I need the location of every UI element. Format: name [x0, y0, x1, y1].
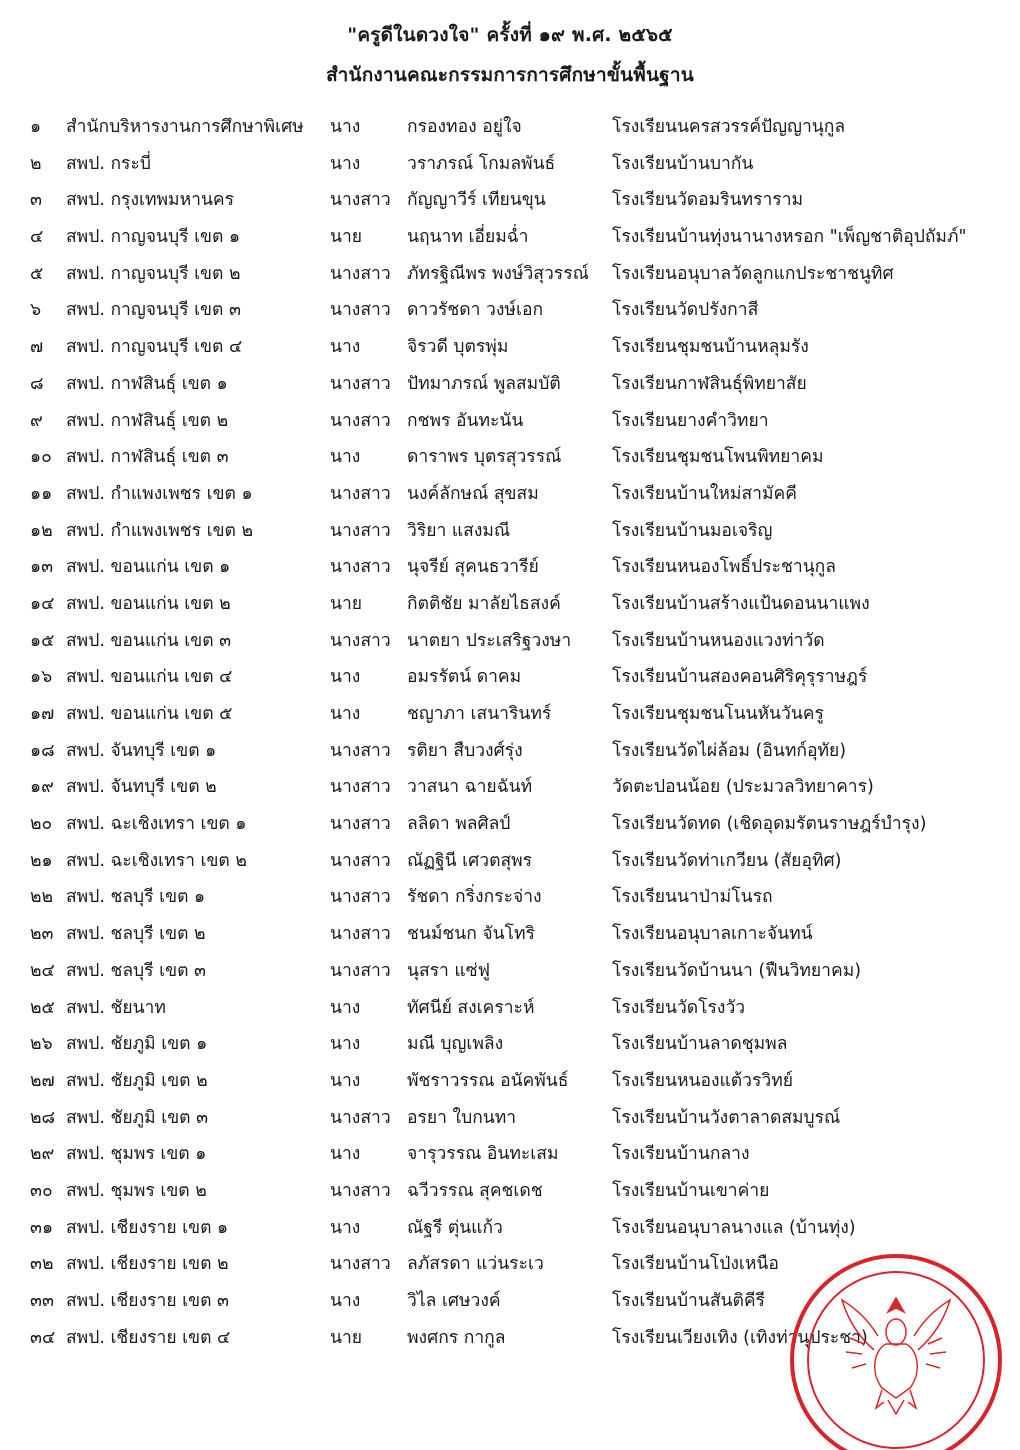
teacher-name: จารุวรรณ อินทะเสม	[407, 1144, 559, 1165]
office-name: สพป. กาฬสินธุ์ เขต ๑	[66, 373, 228, 394]
office-name: สพป. ขอนแก่น เขต ๕	[66, 704, 233, 724]
office-name: สพป. ขอนแก่น เขต ๒	[66, 593, 231, 614]
name-title: นางสาว	[330, 924, 391, 945]
list-item	[0, 585, 1020, 622]
school-name: โรงเรียนหนองแต้วรวิทย์	[612, 1070, 793, 1091]
name-title: นาย	[330, 1327, 363, 1348]
name-title: นางสาว	[330, 373, 391, 394]
teacher-name: ชนม์ชนก จันโทริ	[407, 924, 535, 945]
school-name: โรงเรียนนาป่าม่โนรถ	[612, 887, 773, 908]
office-name: สพป. กาฬสินธุ์ เขต ๒	[66, 410, 229, 431]
list-item	[0, 732, 1020, 769]
school-name: โรงเรียนวัดไผ่ล้อม (อินทก์อุทัย)	[612, 740, 847, 761]
row-number: ๒๗	[30, 1070, 55, 1091]
name-title: นาง	[330, 1291, 361, 1311]
office-name: สพป. เชียงราย เขต ๒	[66, 1254, 229, 1275]
name-title: นางสาว	[330, 410, 391, 431]
teacher-name: ดาราพร บุตรสุวรรณ์	[407, 447, 562, 468]
teacher-name: รัชดา กริ่งกระจ่าง	[407, 887, 542, 908]
name-title: นางสาว	[330, 190, 391, 211]
name-title: นางสาว	[330, 483, 391, 504]
teacher-name: อรยา ใบกนทา	[407, 1107, 517, 1128]
row-number: ๒๐	[30, 814, 53, 835]
row-number: ๑๙	[30, 777, 54, 798]
teacher-name: นฤนาท เอี่ยมฉ่ำ	[407, 227, 529, 248]
row-number: ๒๕	[30, 997, 55, 1018]
name-title: นาง	[330, 997, 361, 1018]
row-number: ๘	[30, 373, 44, 394]
list-item	[0, 952, 1020, 989]
row-number: ๒	[30, 153, 42, 174]
school-name: โรงเรียนวัดปรังกาสี	[612, 300, 759, 321]
teacher-name: อมรรัตน์ ดาคม	[407, 667, 522, 688]
school-name: โรงเรียนวัดท่าเกวียน (สัยอุทิศ)	[612, 850, 842, 871]
school-name: โรงเรียนบ้านใหม่สามัคคี	[612, 483, 797, 504]
school-name: โรงเรียนชุมชนโพนพิทยาคม	[612, 447, 824, 468]
office-name: สพป. จันทบุรี เขต ๑	[66, 740, 217, 761]
teacher-name: กัญญาวีร์ เทียนขุน	[407, 190, 546, 211]
school-name: โรงเรียนกาฬสินธุ์พิทยาสัย	[612, 373, 807, 394]
name-title: นางสาว	[330, 1180, 391, 1201]
office-name: สพป. ชัยภูมิ เขต ๒	[66, 1070, 208, 1091]
list-item	[0, 181, 1020, 218]
row-number: ๓๐	[30, 1180, 53, 1201]
office-name: สพป. เชียงราย เขต ๓	[66, 1291, 229, 1311]
list-item	[0, 915, 1020, 952]
teacher-name: กรองทอง อยู่ใจ	[407, 117, 522, 137]
name-title: นางสาว	[330, 630, 391, 651]
school-name: โรงเรียนบ้านวังตาลาดสมบูรณ์	[612, 1107, 841, 1128]
school-name: โรงเรียนบ้านโป่งเหนือ	[612, 1254, 779, 1275]
row-number: ๑๖	[30, 667, 53, 688]
name-title: นาง	[330, 447, 361, 468]
teacher-name: วาสนา ฉายฉันท์	[407, 777, 533, 798]
list-item	[0, 145, 1020, 182]
school-name: วัดตะปอนน้อย (ประมวลวิทยาคาร)	[612, 777, 874, 798]
list-item	[0, 402, 1020, 439]
office-name: สพป. กำแพงเพชร เขต ๒	[66, 520, 253, 541]
row-number: ๓๑	[30, 1217, 54, 1238]
row-number: ๒๔	[30, 960, 55, 981]
row-number: ๑๔	[30, 593, 55, 614]
awardee-list	[0, 108, 1020, 1355]
office-name: สพป. ชัยภูมิ เขต ๑	[66, 1034, 208, 1055]
name-title: นางสาว	[330, 520, 391, 541]
name-title: นางสาว	[330, 960, 391, 981]
name-title: นาง	[330, 1217, 361, 1238]
office-name: สพป. กำแพงเพชร เขต ๑	[66, 483, 253, 504]
name-title: นางสาว	[330, 814, 391, 835]
office-name: สพป. กาญจนบุรี เขต ๔	[66, 337, 243, 358]
name-title: นาง	[330, 1034, 361, 1055]
list-item	[0, 1062, 1020, 1099]
name-title: นางสาว	[330, 557, 391, 578]
list-item	[0, 768, 1020, 805]
name-title: นางสาว	[330, 777, 391, 798]
row-number: ๒๙	[30, 1144, 55, 1165]
row-number: ๖	[30, 300, 42, 321]
name-title: นาง	[330, 667, 361, 688]
list-item	[0, 512, 1020, 549]
row-number: ๑๗	[30, 704, 55, 724]
teacher-name: มณี บุญเพลิง	[407, 1034, 504, 1055]
row-number: ๑๒	[30, 520, 53, 541]
school-name: โรงเรียนหนองโพธิ์ประชานุกูล	[612, 557, 837, 578]
office-name: สำนักบริหารงานการศึกษาพิเศษ	[66, 117, 304, 137]
list-item	[0, 989, 1020, 1026]
school-name: โรงเรียนยางคำวิทยา	[612, 410, 769, 431]
office-name: สพป. กาญจนบุรี เขต ๓	[66, 300, 241, 321]
school-name: โรงเรียนชุมชนบ้านหลุมรัง	[612, 337, 809, 358]
row-number: ๓๔	[30, 1327, 56, 1348]
teacher-name: วิริยา แสงมณี	[407, 520, 511, 541]
name-title: นาง	[330, 1070, 361, 1091]
office-name: สพป. ชุมพร เขต ๑	[66, 1144, 207, 1165]
row-number: ๒๑	[30, 850, 53, 871]
school-name: โรงเรียนบ้านบากัน	[612, 153, 754, 174]
teacher-name: พัชราวรรณ อนัคพันธ์	[407, 1070, 569, 1091]
name-title: นาง	[330, 153, 361, 174]
row-number: ๑๐	[30, 447, 52, 468]
name-title: นาง	[330, 117, 361, 137]
row-number: ๑๕	[30, 630, 55, 651]
row-number: ๒๓	[30, 924, 54, 945]
teacher-name: นุจรีย์ สุคนธวารีย์	[407, 557, 539, 578]
school-name: โรงเรียนบ้านเขาค่าย	[612, 1180, 770, 1201]
name-title: นางสาว	[330, 1254, 391, 1275]
list-item	[0, 255, 1020, 292]
school-name: โรงเรียนบ้านสองคอนศิริคุรุราษฎร์	[612, 667, 868, 688]
row-number: ๒๘	[30, 1107, 56, 1128]
office-name: สพป. ขอนแก่น เขต ๑	[66, 557, 231, 578]
teacher-name: จิรวดี บุตรพุ่ม	[407, 337, 509, 358]
row-number: ๕	[30, 263, 44, 284]
office-name: สพป. กระบี่	[66, 153, 151, 174]
row-number: ๑๑	[30, 483, 53, 504]
teacher-name: ณัฏฐินี เศวตสุพร	[407, 850, 533, 871]
office-name: สพป. ขอนแก่น เขต ๓	[66, 630, 232, 651]
row-number: ๔	[30, 227, 44, 248]
office-name: สพป. ฉะเชิงเทรา เขต ๒	[66, 850, 247, 871]
office-name: สพป. ชัยนาท	[66, 997, 166, 1018]
row-number: ๓	[30, 190, 42, 211]
school-name: โรงเรียนบ้านสร้างแป้นดอนนาแพง	[612, 593, 870, 614]
list-item	[0, 1025, 1020, 1062]
office-name: สพป. กรุงเทพมหานคร	[66, 190, 235, 211]
list-item	[0, 438, 1020, 475]
teacher-name: รติยา สืบวงศ์รุ่ง	[407, 740, 523, 761]
teacher-name: นาตยา ประเสริฐวงษา	[407, 630, 572, 651]
school-name: โรงเรียนบ้านหนองแวงท่าวัด	[612, 630, 825, 651]
row-number: ๑๘	[30, 740, 55, 761]
office-name: สพป. เชียงราย เขต ๔	[66, 1327, 231, 1348]
name-title: นาง	[330, 337, 361, 358]
row-number: ๗	[30, 337, 44, 358]
school-name: โรงเรียนวัดทด (เชิดอุดมรัตนราษฎร์บำรุง)	[612, 814, 927, 835]
row-number: ๙	[30, 410, 43, 431]
teacher-name: ลภัสรดา แว่นระเว	[407, 1254, 544, 1275]
list-item	[0, 475, 1020, 512]
office-name: สพป. จันทบุรี เขต ๒	[66, 777, 217, 798]
name-title: นาง	[330, 1144, 361, 1165]
school-name: โรงเรียนนครสวรรค์ปัญญานุกูล	[612, 117, 846, 137]
office-name: สพป. ขอนแก่น เขต ๔	[66, 667, 233, 688]
list-item	[0, 695, 1020, 732]
list-item	[0, 108, 1020, 145]
school-name: โรงเรียนอนุบาลนางแล (บ้านทุ่ง)	[612, 1217, 856, 1238]
list-item	[0, 622, 1020, 659]
office-name: สพป. ชุมพร เขต ๒	[66, 1180, 207, 1201]
row-number: ๒๒	[30, 887, 54, 908]
teacher-name: ดาวรัชดา วงษ์เอก	[407, 300, 544, 321]
office-name: สพป. ชลบุรี เขต ๒	[66, 924, 206, 945]
list-item	[0, 842, 1020, 879]
school-name: โรงเรียนบ้านกลาง	[612, 1144, 750, 1165]
name-title: นางสาว	[330, 263, 391, 284]
list-item	[0, 1135, 1020, 1172]
name-title: นาง	[330, 704, 361, 724]
school-name: โรงเรียนบ้านสันติคีรี	[612, 1291, 765, 1311]
document-title: "ครูดีในดวงใจ" ครั้งที่ ๑๙ พ.ศ. ๒๕๖๕	[347, 24, 673, 46]
school-name: โรงเรียนวัดบ้านนา (ฟืนวิทยาคม)	[612, 960, 862, 981]
office-name: สพป. ฉะเชิงเทรา เขต ๑	[66, 814, 247, 835]
office-name: สพป. กาฬสินธุ์ เขต ๓	[66, 447, 229, 468]
teacher-name: ปัทมาภรณ์ พูลสมบัติ	[407, 373, 561, 394]
list-item	[0, 291, 1020, 328]
list-item	[0, 805, 1020, 842]
teacher-name: วิไล เศษวงค์	[407, 1291, 501, 1311]
school-name: โรงเรียนบ้านลาดชุมพล	[612, 1034, 788, 1055]
row-number: ๒๖	[30, 1034, 53, 1055]
school-name: โรงเรียนวัดโรงวัว	[612, 997, 746, 1018]
name-title: นาย	[330, 593, 363, 614]
name-title: นางสาว	[330, 850, 391, 871]
list-item	[0, 658, 1020, 695]
office-name: สพป. เชียงราย เขต ๑	[66, 1217, 229, 1238]
teacher-name: ชญาภา เสนารินทร์	[407, 704, 552, 724]
school-name: โรงเรียนบ้านมอเจริญ	[612, 520, 773, 541]
office-name: สพป. ชลบุรี เขต ๓	[66, 960, 206, 981]
teacher-name: ลลิดา พลศิลป์	[407, 814, 511, 835]
teacher-name: วราภรณ์ โกมลพันธ์	[407, 153, 556, 174]
name-title: นางสาว	[330, 1107, 391, 1128]
teacher-name: นุสรา แซ่ฟู	[407, 960, 490, 981]
teacher-name: ฉวีวรรณ สุคชเดช	[407, 1180, 543, 1201]
name-title: นางสาว	[330, 740, 391, 761]
list-item	[0, 328, 1020, 365]
garuda-seal-icon	[778, 1240, 1018, 1450]
school-name: โรงเรียนเวียงเทิง (เทิงท่านุประชา)	[612, 1327, 868, 1348]
office-name: สพป. ชลบุรี เขต ๑	[66, 887, 206, 908]
office-name: สพป. ชัยภูมิ เขต ๓	[66, 1107, 209, 1128]
teacher-name: ทัศนีย์ สงเคราะห์	[407, 997, 535, 1018]
teacher-name: ณัฐรี ตุ่นแก้ว	[407, 1217, 503, 1238]
office-name: สพป. กาญจนบุรี เขต ๑	[66, 227, 241, 248]
row-number: ๑๓	[30, 557, 54, 578]
list-item	[0, 365, 1020, 402]
school-name: โรงเรียนชุมชนโนนหันวันครู	[612, 704, 824, 724]
teacher-name: ภัทรฐิณีพร พงษ์วิสุวรรณ์	[407, 263, 589, 284]
office-name: สพป. กาญจนบุรี เขต ๒	[66, 263, 241, 284]
row-number: ๓๓	[30, 1291, 54, 1311]
document-subtitle: สำนักงานคณะกรรมการการศึกษาขั้นพื้นฐาน	[326, 64, 694, 86]
row-number: ๑	[30, 117, 42, 137]
list-item	[0, 878, 1020, 915]
row-number: ๓๒	[30, 1254, 54, 1275]
list-item	[0, 548, 1020, 585]
teacher-name: พงศกร กากูล	[407, 1327, 506, 1348]
list-item	[0, 218, 1020, 255]
list-item	[0, 1099, 1020, 1136]
school-name: โรงเรียนบ้านทุ่งนานางหรอก "เพ็ญชาติอุปถัมภ์"	[612, 227, 967, 248]
name-title: นางสาว	[330, 887, 391, 908]
name-title: นาย	[330, 227, 363, 248]
teacher-name: กิตติชัย มาลัยไธสงค์	[407, 593, 561, 614]
teacher-name: กชพร อันทะนัน	[407, 410, 524, 431]
teacher-name: นงค์ลักษณ์ สุขสม	[407, 483, 539, 504]
list-item	[0, 1172, 1020, 1209]
school-name: โรงเรียนวัดอมรินทราราม	[612, 190, 804, 211]
school-name: โรงเรียนอนุบาลวัดลูกแกประชาชนูทิศ	[612, 263, 894, 284]
name-title: นางสาว	[330, 300, 391, 321]
school-name: โรงเรียนอนุบาลเกาะจันทน์	[612, 924, 813, 945]
